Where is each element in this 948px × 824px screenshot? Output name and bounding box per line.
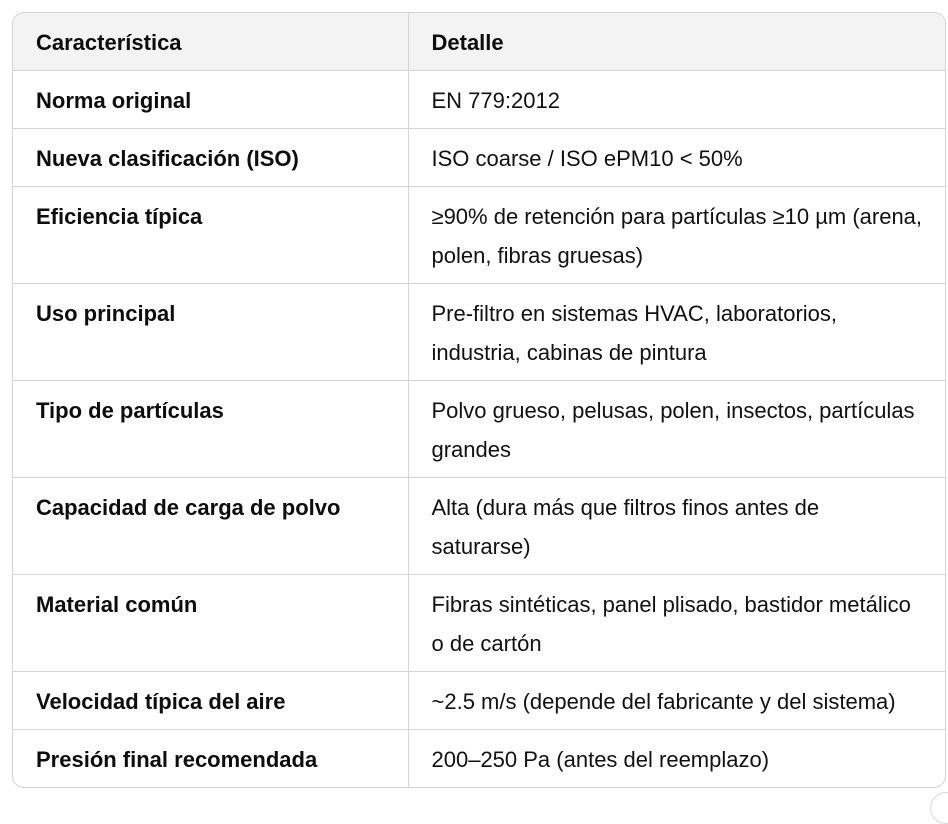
row-value: ~2.5 m/s (depende del fabricante y del sistema): [408, 672, 945, 730]
header-detail: Detalle: [408, 13, 945, 71]
table-header-row: [13, 13, 945, 71]
spec-table-container: [12, 12, 946, 788]
row-key: Tipo de partículas: [13, 381, 408, 478]
row-key: Uso principal: [13, 284, 408, 381]
row-value: Pre-filtro en sistemas HVAC, laboratorios, industria, cabinas de pintura: [408, 284, 945, 381]
table-row: [13, 187, 945, 284]
table-row: [13, 284, 945, 381]
table-row: [13, 478, 945, 575]
header-characteristic: Característica: [13, 13, 408, 71]
row-key: Material común: [13, 575, 408, 672]
row-key: Velocidad típica del aire: [13, 672, 408, 730]
row-key: Norma original: [13, 71, 408, 129]
row-key: Capacidad de carga de polvo: [13, 478, 408, 575]
table-row: [13, 129, 945, 187]
row-value: ISO coarse / ISO ePM10 < 50%: [408, 129, 945, 187]
row-value: 200–250 Pa (antes del reemplazo): [408, 730, 945, 788]
table-row: [13, 381, 945, 478]
spec-table: [13, 13, 945, 787]
row-value: Alta (dura más que filtros finos antes de saturarse): [408, 478, 945, 575]
row-key: Nueva clasificación (ISO): [13, 129, 408, 187]
row-key: Eficiencia típica: [13, 187, 408, 284]
table-row: [13, 575, 945, 672]
row-value: Polvo grueso, pelusas, polen, insectos, partículas grandes: [408, 381, 945, 478]
row-value: Fibras sintéticas, panel plisado, bastidor metálico o de cartón: [408, 575, 945, 672]
row-value: EN 779:2012: [408, 71, 945, 129]
row-key: Presión final recomendada: [36, 747, 318, 772]
table-row: [13, 672, 945, 730]
row-value: ≥90% de retención para partículas ≥10 µm (arena, polen, fibras gruesas): [408, 187, 945, 284]
scroll-button[interactable]: [930, 792, 948, 824]
table-row: [13, 71, 945, 129]
table-row: [13, 730, 945, 788]
